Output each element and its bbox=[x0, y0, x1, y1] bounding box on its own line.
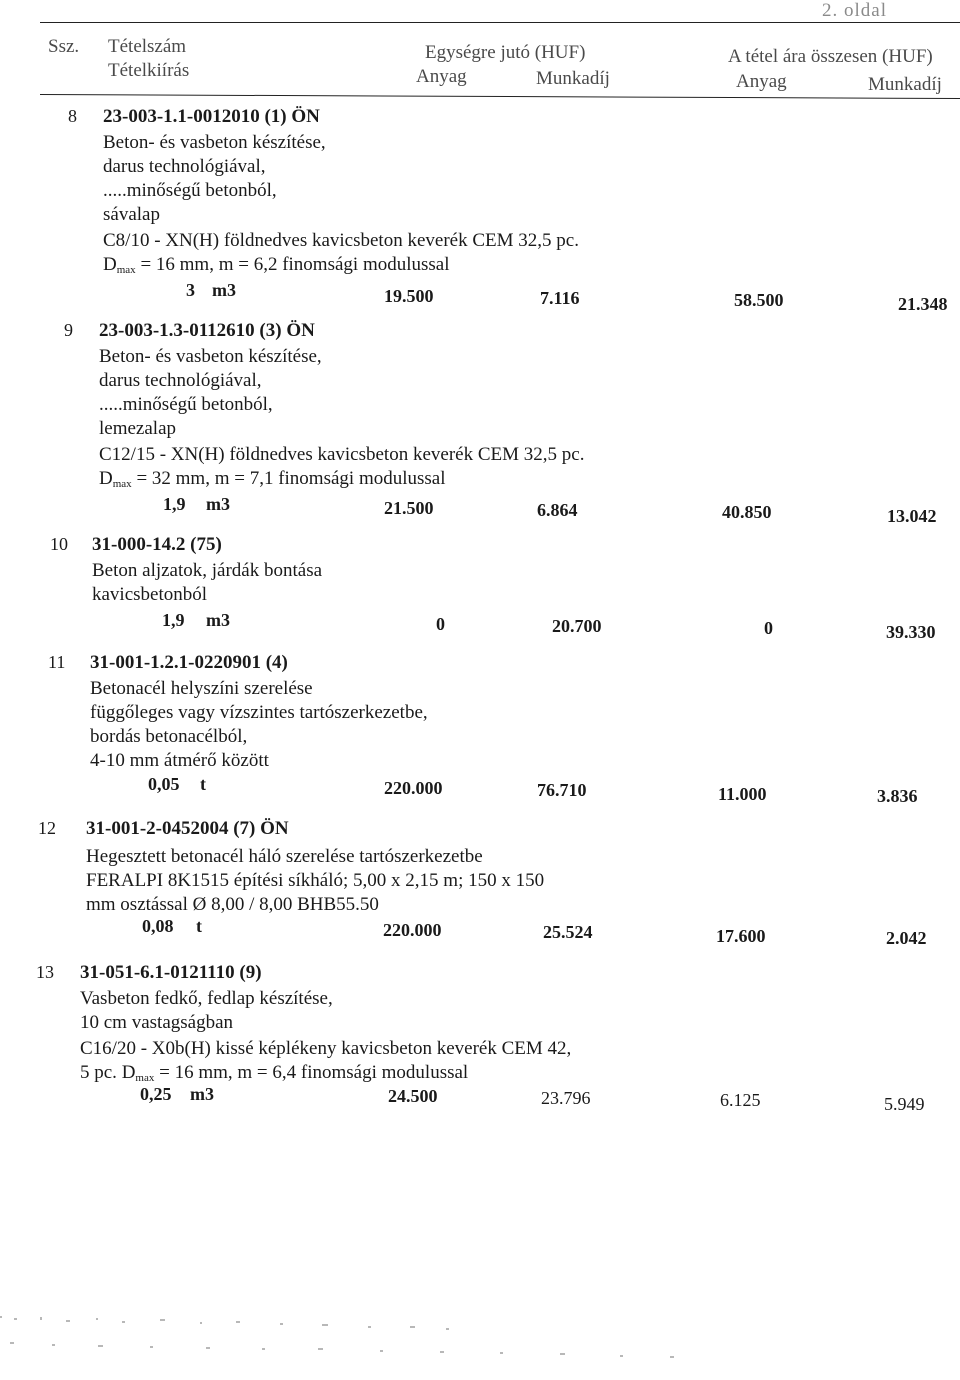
item-total-munkadij: 13.042 bbox=[887, 506, 937, 526]
item-unit-munkadij: 25.524 bbox=[543, 922, 593, 942]
dmax-symbol: D bbox=[121, 1062, 136, 1083]
dmax-lead: 5 pc. bbox=[80, 1062, 122, 1083]
dmax-subscript: max bbox=[116, 264, 136, 276]
scan-noise bbox=[0, 1312, 700, 1362]
item-unit: m3 bbox=[212, 280, 236, 300]
item-total-anyag: 11.000 bbox=[718, 784, 767, 804]
item-dmax-line bbox=[80, 1062, 468, 1089]
item-unit: t bbox=[200, 774, 206, 794]
item-quantity: 1,9 bbox=[162, 610, 185, 630]
dmax-text: = 16 mm, m = 6,2 finomsági modulussal bbox=[135, 254, 450, 275]
item-desc-line: 10 cm vastagságban bbox=[80, 1012, 234, 1033]
item-quantity: 1,9 bbox=[163, 494, 186, 514]
item-unit-anyag: 24.500 bbox=[388, 1086, 438, 1106]
item-desc-line: bordás betonacélból, bbox=[90, 726, 248, 747]
item-total-munkadij: 5.949 bbox=[884, 1094, 925, 1114]
header-total-munkadij: Munkadíj bbox=[868, 74, 942, 95]
item-desc-line: C12/15 - XN(H) földnedves kavicsbeton keverék CEM 32,5 pc. bbox=[99, 444, 585, 465]
item-unit-anyag: 0 bbox=[436, 614, 445, 634]
item-total-anyag: 40.850 bbox=[722, 502, 772, 522]
item-desc-line: Beton- és vasbeton készítése, bbox=[99, 346, 322, 367]
item-quantity: 0,08 bbox=[142, 916, 174, 936]
item-total-anyag: 17.600 bbox=[716, 926, 766, 946]
item-unit-munkadij: 23.796 bbox=[541, 1088, 591, 1108]
item-total-munkadij: 3.836 bbox=[877, 786, 918, 806]
item-desc-line: darus technológiával, bbox=[103, 156, 266, 177]
item-desc-line: mm osztással Ø 8,00 / 8,00 BHB55.50 bbox=[86, 894, 379, 915]
item-number: 12 bbox=[38, 818, 56, 838]
item-desc-line: kavicsbetonból bbox=[92, 584, 208, 605]
item-desc-line: Beton- és vasbeton készítése, bbox=[103, 132, 326, 153]
dmax-subscript: max bbox=[112, 478, 132, 490]
item-unit-munkadij: 76.710 bbox=[537, 780, 587, 800]
item-quantity: 0,25 bbox=[140, 1084, 172, 1104]
top-rule bbox=[40, 22, 960, 23]
dmax-text: = 16 mm, m = 6,4 finomsági modulussal bbox=[154, 1062, 469, 1083]
item-code: 23-003-1.3-0112610 (3) ÖN bbox=[99, 320, 315, 341]
item-unit-munkadij: 7.116 bbox=[540, 288, 580, 308]
item-code: 31-000-14.2 (75) bbox=[92, 534, 222, 555]
item-unit: m3 bbox=[190, 1084, 214, 1104]
item-desc-line: sávalap bbox=[103, 204, 160, 225]
item-desc-line: .....minőségű betonból, bbox=[103, 180, 277, 201]
item-desc-line: Vasbeton fedkő, fedlap készítése, bbox=[80, 988, 333, 1009]
item-unit-munkadij: 20.700 bbox=[552, 616, 602, 636]
dmax-symbol: D bbox=[99, 468, 113, 489]
item-unit-anyag: 21.500 bbox=[384, 498, 434, 518]
item-number: 8 bbox=[68, 106, 77, 126]
item-unit: m3 bbox=[206, 610, 230, 630]
item-number: 9 bbox=[64, 320, 73, 340]
item-desc-line: .....minőségű betonból, bbox=[99, 394, 273, 415]
item-quantity: 3 bbox=[186, 280, 195, 300]
item-desc-line: darus technológiával, bbox=[99, 370, 262, 391]
item-code: 31-001-1.2.1-0220901 (4) bbox=[90, 652, 288, 673]
item-total-anyag: 6.125 bbox=[720, 1090, 761, 1110]
header-total-anyag: Anyag bbox=[736, 71, 787, 92]
item-desc-line: függőleges vagy vízszintes tartószerkezetbe, bbox=[90, 702, 428, 723]
header-tetelkiiras: Tételkiírás bbox=[108, 60, 190, 81]
item-total-munkadij: 21.348 bbox=[898, 294, 948, 314]
header-unit-price: Egységre jutó (HUF) bbox=[425, 42, 586, 63]
item-unit-anyag: 220.000 bbox=[383, 920, 442, 940]
item-desc-line: lemezalap bbox=[99, 418, 177, 439]
item-unit: t bbox=[196, 916, 202, 936]
header-rule bbox=[40, 94, 960, 99]
header-total-price: A tétel ára összesen (HUF) bbox=[728, 46, 933, 67]
header-tetelszam: Tételszám bbox=[108, 36, 187, 57]
item-dmax-line bbox=[103, 254, 450, 281]
item-desc-line: Hegesztett betonacél háló szerelése tartószerkezetbe bbox=[86, 846, 483, 867]
header-unit-munkadij: Munkadíj bbox=[536, 68, 610, 89]
item-code: 31-001-2-0452004 (7) ÖN bbox=[86, 818, 289, 839]
item-unit: m3 bbox=[206, 494, 230, 514]
page-number: 2. oldal bbox=[822, 0, 887, 21]
item-total-munkadij: 2.042 bbox=[886, 928, 927, 948]
item-desc-line: Betonacél helyszíni szerelése bbox=[90, 678, 313, 699]
item-number: 10 bbox=[50, 534, 68, 554]
dmax-symbol: D bbox=[103, 254, 117, 275]
item-total-anyag: 58.500 bbox=[734, 290, 784, 310]
item-code: 31-051-6.1-0121110 (9) bbox=[80, 962, 262, 983]
header-ssz: Ssz. bbox=[48, 36, 80, 57]
item-number: 11 bbox=[48, 652, 66, 672]
dmax-subscript: max bbox=[135, 1072, 155, 1084]
item-total-munkadij: 39.330 bbox=[886, 622, 936, 642]
item-desc-line: Beton aljzatok, járdák bontása bbox=[92, 560, 323, 581]
item-total-anyag: 0 bbox=[764, 618, 773, 638]
item-desc-line: C8/10 - XN(H) földnedves kavicsbeton keverék CEM 32,5 pc. bbox=[103, 230, 579, 251]
item-number: 13 bbox=[36, 962, 54, 982]
item-quantity: 0,05 bbox=[148, 774, 180, 794]
item-dmax-line bbox=[99, 468, 446, 495]
item-unit-anyag: 220.000 bbox=[384, 778, 443, 798]
item-desc-line: 4-10 mm átmérő között bbox=[90, 750, 269, 771]
item-desc-line: FERALPI 8K1515 építési síkháló; 5,00 x 2,15 m; 150 x 150 bbox=[86, 870, 545, 891]
dmax-text: = 32 mm, m = 7,1 finomsági modulussal bbox=[131, 468, 446, 489]
item-desc-line: C16/20 - X0b(H) kissé képlékeny kavicsbeton keverék CEM 42, bbox=[80, 1038, 572, 1059]
header-unit-anyag: Anyag bbox=[416, 66, 467, 87]
item-unit-anyag: 19.500 bbox=[384, 286, 434, 306]
item-code: 23-003-1.1-0012010 (1) ÖN bbox=[103, 106, 320, 127]
item-unit-munkadij: 6.864 bbox=[537, 500, 578, 520]
